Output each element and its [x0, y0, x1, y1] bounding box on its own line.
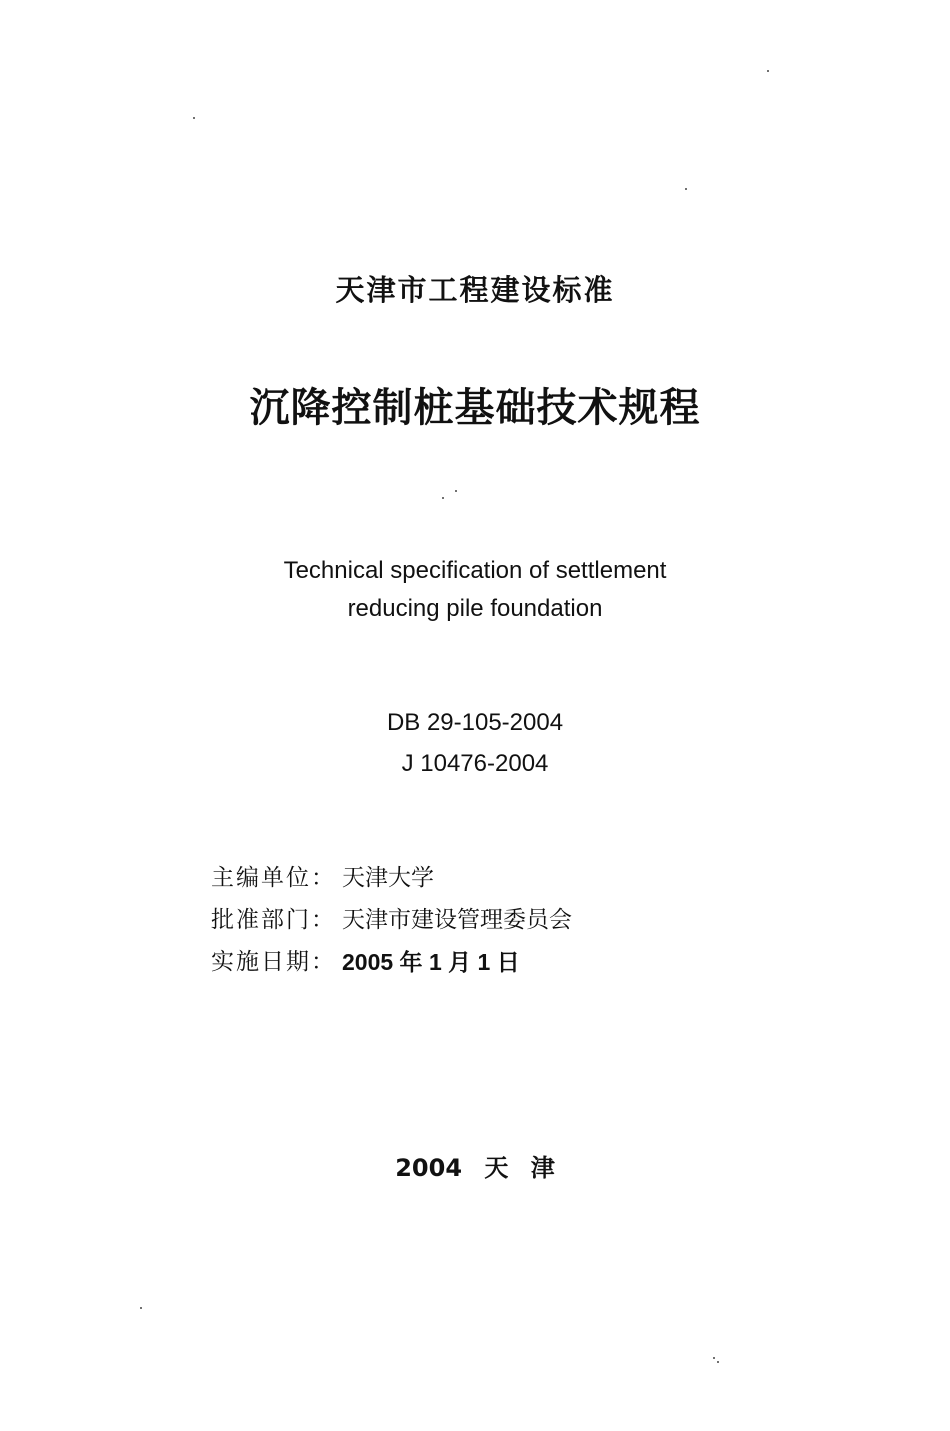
scan-speck	[685, 188, 687, 190]
scan-speck	[767, 70, 769, 72]
db-standard-number: DB 29-105-2004	[386, 709, 564, 736]
info-label: 批准部门：	[211, 907, 336, 933]
standard-codes	[0, 702, 950, 784]
english-title-line-1: Technical specification of settlement	[283, 557, 667, 584]
document-title-english	[0, 552, 950, 628]
info-label: 主编单位：	[211, 865, 336, 891]
info-row-effective-date	[211, 941, 572, 983]
info-value: 2005 年 1 月 1 日	[342, 949, 520, 975]
info-row-approver	[211, 899, 572, 941]
scan-speck	[140, 1307, 142, 1309]
info-value: 天津大学	[342, 865, 434, 891]
english-title-line-2: reducing pile foundation	[347, 595, 603, 622]
scan-speck	[193, 117, 195, 119]
info-value: 天津市建设管理委员会	[342, 907, 572, 933]
j-record-number: J 10476-2004	[401, 750, 549, 777]
scan-speck	[717, 1361, 719, 1363]
standard-series-label: 天津市工程建设标准	[335, 273, 615, 307]
scan-speck	[442, 497, 444, 499]
info-row-editor	[211, 857, 572, 899]
info-label: 实施日期：	[211, 949, 336, 975]
scan-speck	[455, 490, 457, 492]
document-title-chinese: 沉降控制桩基础技术规程	[249, 384, 701, 431]
publication-info	[211, 857, 572, 983]
publication-imprint: 2004 天 津	[395, 1154, 555, 1182]
scan-speck	[713, 1357, 715, 1359]
